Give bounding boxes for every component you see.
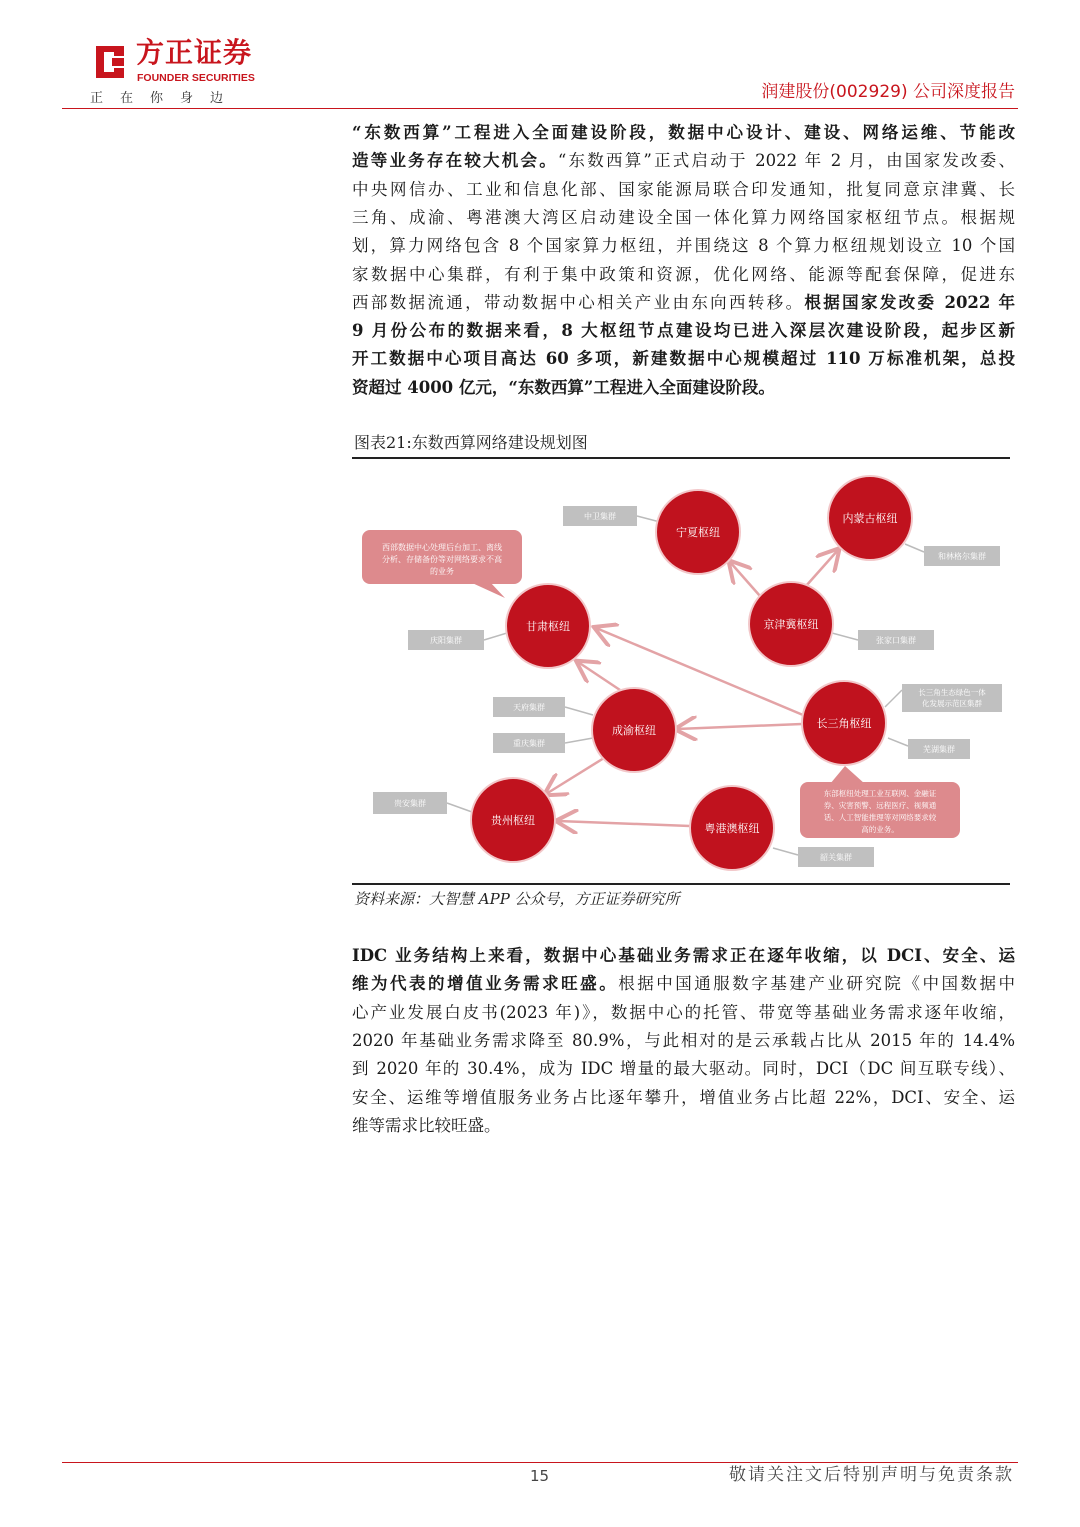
- west-callout: [362, 530, 522, 598]
- cluster-label: 天府集群: [513, 703, 545, 712]
- text-line: [352, 1055, 1015, 1083]
- hub-label: 内蒙古枢纽: [842, 512, 898, 525]
- east-callout-line: 高的业务。: [861, 825, 899, 834]
- header-divider: [62, 108, 1018, 109]
- founder-logo-icon: [90, 42, 130, 82]
- body-text: 家数据中心集群，有利于集中政策和资源，优化网络、能源等配套保障，促进东: [352, 264, 1015, 284]
- body-text: 中央网信办、工业和信息化部、国家能源局联合印发通知，批复同意京津冀、长: [352, 179, 1015, 199]
- text-line: [352, 1027, 1015, 1055]
- slogan: 正在你身边: [90, 91, 241, 106]
- text-line: [352, 999, 1015, 1027]
- bold-text: IDC 业务结构上来看，数据中心基础业务需求正在逐年收缩，以 DCI、安全、运: [352, 946, 1015, 965]
- east-callout-line: 券、灾害预警、远程医疗、视频通: [823, 801, 937, 810]
- text-line: [352, 1112, 1015, 1140]
- cluster-label: 庆阳集群: [430, 636, 462, 645]
- text-line: [352, 119, 1015, 147]
- bold-text: 维为代表的增值业务需求旺盛。: [352, 974, 619, 994]
- bold-text: 开工数据中心项目高达 60 多项，新建数据中心规模超过 110 万标准机架，总投: [352, 349, 1015, 369]
- east-callout-line: 东部枢纽处理工业互联网、金融证: [823, 789, 937, 798]
- page-number: 15: [530, 1467, 550, 1485]
- text-line: [352, 317, 1015, 345]
- text-line: [352, 345, 1015, 373]
- west-callout-line: 的业务: [430, 567, 454, 576]
- text-line: [352, 1084, 1015, 1112]
- east-callout-line: 话、人工智能推理等对网络要求较: [823, 813, 937, 822]
- text-line: [352, 289, 1015, 317]
- report-title: 润建股份(002929) 公司深度报告: [761, 82, 1015, 102]
- figure-title: 图表21:东数西算网络建设规划图: [354, 433, 588, 452]
- text-line: [352, 374, 1015, 402]
- bold-text: 根据国家发改委 2022 年: [804, 292, 1015, 312]
- logo-text: 方正证券: [136, 36, 253, 69]
- bold-text: 9 月份公布的数据来看，8 大枢纽节点建设均已进入深层次建设阶段，起步区新: [352, 321, 1015, 341]
- cluster-label: 张家口集群: [876, 636, 916, 645]
- west-callout-line: 西部数据中心处理后台加工、离线: [382, 543, 502, 552]
- cluster-label: 贵安集群: [394, 799, 426, 808]
- body-text: 到 2020 年的 30.4%，成为 IDC 增量的最大驱动。同时，DCI（DC 间互联专线）、: [352, 1059, 1015, 1079]
- hub-label: 贵州枢纽: [491, 814, 535, 827]
- cluster-label: 化发展示范区集群: [922, 699, 982, 708]
- bold-text: 资超过 4000 亿元，“东数西算”工程进入全面建设阶段。: [352, 377, 775, 397]
- body-text: 根据中国通服数字基建产业研究院《中国数据中: [618, 974, 1016, 994]
- body-text: 维等需求比较旺盛。: [352, 1115, 501, 1135]
- text-line: [352, 204, 1015, 232]
- logo-subtext: FOUNDER SECURITIES: [137, 72, 255, 84]
- network-plan-diagram: [352, 460, 1022, 882]
- west-callout-line: 分析、存储备份等对网络要求不高: [382, 555, 502, 564]
- body-text: 2020 年基础业务需求降至 80.9%，与此相对的是云承载占比从 2015 年的 14.4%: [352, 1030, 1015, 1050]
- cluster-label: 长三角生态绿色一体: [918, 688, 986, 697]
- text-line: [352, 970, 1015, 998]
- hub-label: 京津冀枢纽: [763, 618, 819, 631]
- cluster-label: 韶关集群: [820, 853, 852, 862]
- body-text: “东数西算”正式启动于 2022 年 2 月，由国家发改委、: [557, 151, 1015, 171]
- hub-label: 粤港澳枢纽: [704, 822, 760, 835]
- cluster-label: 重庆集群: [513, 739, 545, 748]
- figure-source: 资料来源：大智慧 APP 公众号，方正证券研究所: [354, 890, 680, 908]
- text-line: [352, 176, 1015, 204]
- bold-text: 造等业务存在较大机会。: [352, 151, 558, 171]
- text-line: [352, 942, 1015, 970]
- text-line: [352, 261, 1015, 289]
- hub-label: 长三角枢纽: [816, 717, 872, 730]
- footer-divider: [62, 1462, 1018, 1463]
- text-line: [352, 147, 1015, 175]
- hub-label: 宁夏枢纽: [676, 526, 720, 539]
- cluster-label: 芜湖集群: [923, 745, 955, 754]
- bold-text: “东数西算”工程进入全面建设阶段，数据中心设计、建设、网络运维、节能改: [352, 123, 1015, 142]
- body-text: 西部数据流通，带动数据中心相关产业由东向西转移。: [352, 292, 805, 312]
- hub-label: 甘肃枢纽: [526, 620, 570, 633]
- body-text: 划，算力网络包含 8 个国家算力枢纽，并围绕这 8 个算力枢纽规划设立 10 个国: [352, 236, 1015, 256]
- hub-label: 成渝枢纽: [612, 724, 656, 737]
- disclaimer-notice: 敬请关注文后特别声明与免责条款: [729, 1465, 1014, 1485]
- figure-bottom-rule: [352, 883, 1010, 885]
- cluster-label: 中卫集群: [584, 512, 616, 521]
- cluster-label: 和林格尔集群: [938, 552, 986, 561]
- body-text: 三角、成渝、粤港澳大湾区启动建设全国一体化算力网络国家枢纽节点。根据规: [352, 207, 1015, 227]
- body-text: 心产业发展白皮书(2023 年)》，数据中心的托管、带宽等基础业务需求逐年收缩，: [352, 1002, 1015, 1022]
- body-text: 安全、运维等增值服务业务占比逐年攀升，增值业务占比超 22%，DCI、安全、运: [352, 1087, 1015, 1107]
- figure-top-rule: [352, 457, 1010, 459]
- text-line: [352, 232, 1015, 260]
- east-callout: [800, 766, 960, 838]
